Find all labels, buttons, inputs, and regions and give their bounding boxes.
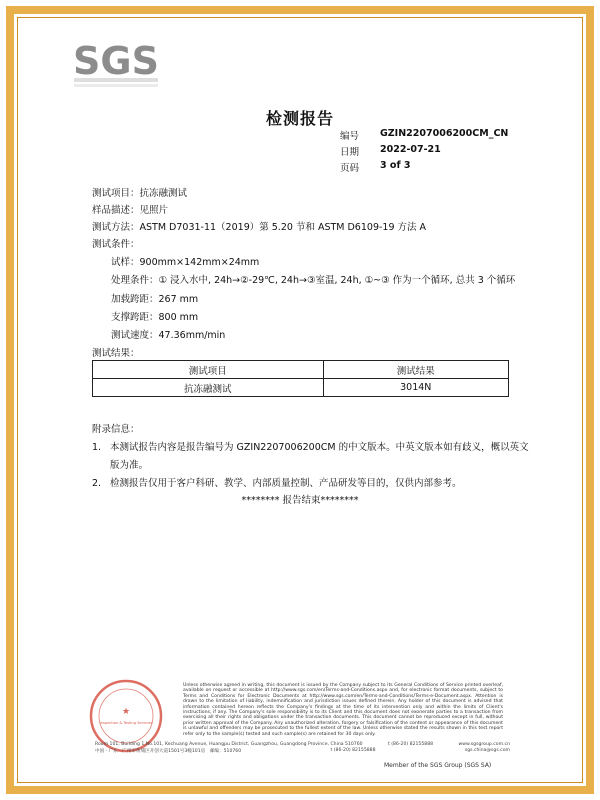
table-row: [93, 379, 509, 397]
test-results-label: 测试结果：: [92, 348, 140, 359]
table-header-row: [93, 361, 509, 379]
test-conditions-label: 测试条件：: [92, 239, 140, 250]
svg-text:★: ★: [121, 707, 131, 717]
meta-report-number: [340, 128, 508, 144]
sgs-logo-text: SGS: [73, 39, 159, 83]
footer-website: www.sgsgroup.com.cn: [458, 742, 510, 747]
report-end-marker: ******** 报告结束********: [241, 495, 359, 506]
footer-phone: t (86-20) 82155888: [330, 748, 376, 753]
table-header-cell: 测试结果: [323, 361, 508, 379]
note-number: 2.: [92, 478, 102, 489]
table-cell: 3014N: [323, 379, 508, 397]
meta-value: 3 of 3: [380, 160, 411, 171]
note-2: [92, 475, 462, 489]
support-span: 支撑跨距：800 mm: [111, 312, 199, 323]
meta-date: [340, 144, 508, 160]
sgs-logo: [72, 34, 160, 88]
appendix-label: 附录信息：: [92, 424, 140, 435]
meta-label: 日期: [340, 147, 360, 158]
meta-label: 编号: [340, 131, 360, 142]
seal-text: Inspection & Testing Services: [99, 721, 153, 725]
note-text: 本测试报告内容是报告编号为 GZIN2207006200CM 的中文版本。中英文版本如有歧义，概以英文: [110, 442, 529, 453]
footer-address-en: Room 101, Building 1,No.101, Kechuang Avenue, Huangpu District, Guangzhou, Guangdong Province, China 510760: [95, 742, 363, 747]
load-span: 加载跨距：267 mm: [111, 294, 199, 305]
note-1-continued: 版为准。: [110, 460, 149, 471]
footer-address: [95, 742, 510, 754]
test-speed: 测试速度：47.36mm/min: [111, 330, 226, 341]
footer-address-cn: 中国 · 广东 · 广州市黄埔区开创大道1501号3幢101房 邮编：510760: [95, 749, 242, 754]
specimen-size: 试样：900mm×142mm×24mm: [111, 257, 260, 268]
meta-value: GZIN2207006200CM_CN: [380, 128, 509, 139]
table-cell: 抗冻融测试: [93, 379, 324, 397]
note-text: 检测报告仅用于客户科研、教学、内部质量控制、产品研发等目的，仅供内部参考。: [110, 478, 462, 489]
meta-label: 页码: [340, 163, 360, 174]
sample-description: 样品描述：见照片: [92, 205, 169, 216]
test-method: 测试方法：ASTM D7031-11（2019）第 5.20 节和 ASTM D6109-19 方法 A: [92, 222, 427, 233]
note-number: 1.: [92, 442, 102, 453]
footer-line: [95, 748, 510, 754]
report-title: 检测报告: [265, 109, 334, 128]
footer-email: sgs.china@sgs.com: [464, 748, 510, 753]
footer-phone: t (86-20) 82155888: [388, 742, 434, 747]
test-item: 测试项目：抗冻融测试: [92, 188, 188, 199]
sgs-group-member: Member of the SGS Group (SGS SA): [384, 762, 492, 769]
meta-page: [340, 160, 508, 176]
results-table: [92, 360, 509, 397]
report-meta: [340, 128, 508, 176]
note-1: [92, 439, 529, 453]
disclaimer-text: Unless otherwise agreed in writing, this document is issued by the Company subject to its General Conditions of Service printed overleaf, available on request or accessible at http://www.sgs.com/en/Terms-and-Conditions.aspx and, for electronic format documents, subject to Terms and Conditions for Electronic Documents at http://www.sgs.com/en/Terms-and-Conditions/Terms-e-Document.aspx. Attention is drawn to the limitation of liability, indemnification and jurisdiction issues defined therein. Any holder of this document is advised that information contained hereon reflects the Company's findings at the time of its intervention only and within the limits of Client's instructions, if any. The Company's sole responsibility is to its Client and this document does not exonerate parties to a transaction from exercising all their rights and obligations under the transaction documents. This document cannot be reproduced except in full, without prior written approval of the Company. Any unauthorized alteration, forgery or falsification of the content or appearance of this document is unlawful and offenders may be prosecuted to the fullest extent of the law. Unless otherwise stated the results shown in this test report refer only to the sample(s) tested and such sample(s) are retained for 30 days only.: [183, 683, 503, 737]
process-conditions: 处理条件：① 浸入水中, 24h→②-29℃, 24h→③室温, 24h, ①~③ 作为一个循环, 总共 3 个循环: [111, 275, 516, 286]
meta-value: 2022-07-21: [380, 144, 441, 155]
table-header-cell: 测试项目: [93, 361, 324, 379]
